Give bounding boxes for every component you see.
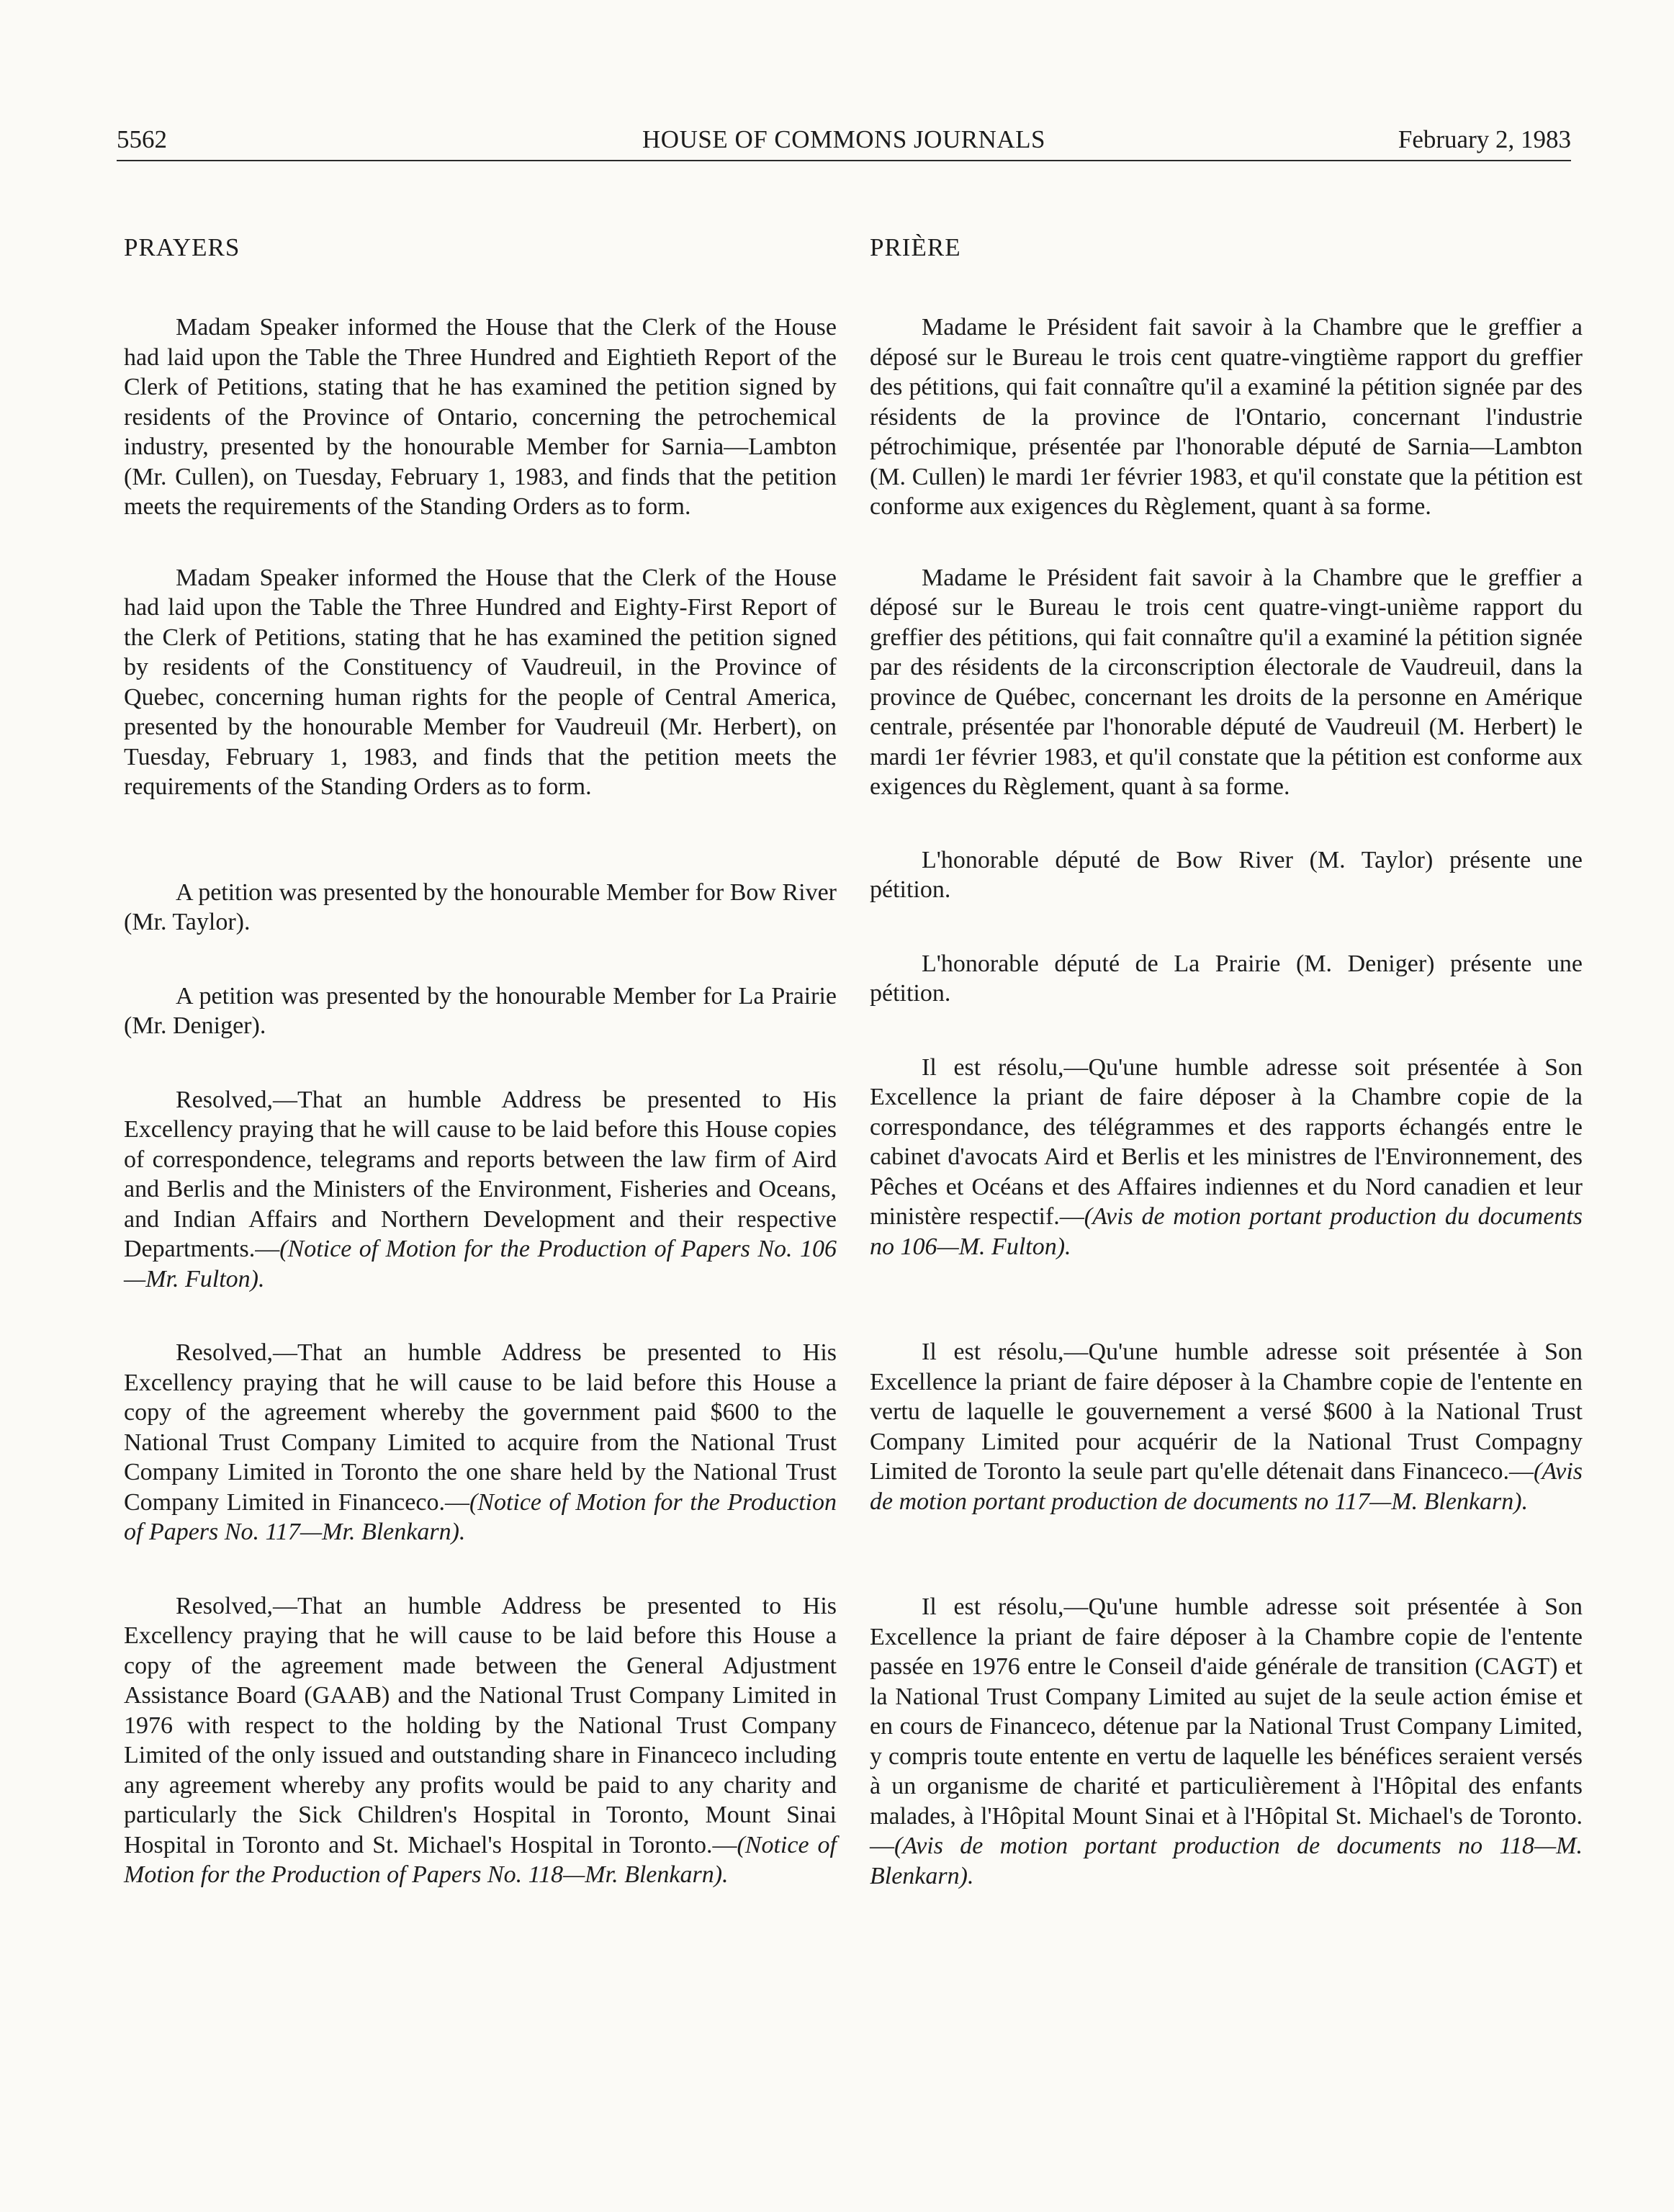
paragraph-motion-117: Resolved,—That an humble Address be presented to His Excellency praying that he will cause to be laid before this House a copy of the agreement whereby the government paid $600 to the National Trust Company Limited to acquire from the National Trust Company Limited in Toronto the one share held by the National Trust Company Limited in Financeco.—(Notice of Motion for the Production of Papers No. 117—Mr. Blenkarn). xyxy=(124,1339,837,1545)
paragraph-petition-la-prairie: A petition was presented by the honourable Member for La Prairie (Mr. Deniger). xyxy=(124,982,837,1039)
journal-date: February 2, 1983 xyxy=(1398,125,1571,153)
paragraph-motion-117-fr: Il est résolu,—Qu'une humble adresse soit présentée à Son Excellence la priant de faire déposer à la Chambre copie de l'entente en vertu de laquelle le gouvernement a versé $600 à la National Trust Company Limited pour acquérir de la National Trust Compagny Limited de Toronto la seule part qu'elle détenait dans Financeco.—(Avis de motion portant production de documents no 117—M. Blenkarn). xyxy=(870,1339,1583,1515)
paragraph-report-381: Madam Speaker informed the House that the Clerk of the House had laid upon the Table the Three Hundred and Eighty-First Report of the Clerk of Petitions, stating that he has examined the petition signed by residents of the Constituency of Vaudreuil, in the Province of Quebec, concerning human rights for the people of Central America, presented by the honourable Member for Vaudreuil (Mr. Herbert), on Tuesday, February 1, 1983, and finds that the petition meets the requirements of the Standing Orders as to form. xyxy=(124,564,837,800)
running-header xyxy=(117,121,1571,158)
motion-reference: (Avis de motion portant production de documents no 117—M. Blenkarn). xyxy=(870,1458,1583,1515)
motion-reference: (Notice of Motion for the Production of Papers No. 117—Mr. Blenkarn). xyxy=(124,1488,837,1545)
paragraph-motion-106-fr: Il est résolu,—Qu'une humble adresse soit présentée à Son Excellence la priant de faire déposer à la Chambre copie de la correspondance, des télégrammes et des rapports échangés entre le cabinet d'avocats Aird et Berlis et les ministres de l'Environnement, des Pêches et Océans et des Affaires indiennes et du Nord canadien et leur ministère respectif.—(Avis de motion portant production du documents no 106—M. Fulton). xyxy=(870,1053,1583,1260)
english-column xyxy=(124,216,837,1890)
paragraph-rapport-380: Madame le Président fait savoir à la Chambre que le greffier a déposé sur le Bureau le trois cent quatre-vingtième rapport du greffier des pétitions, qui fait connaître qu'il a examiné la pétition signée par des résidents de la province de l'Ontario, concernant l'industrie pétrochimique, présentée par l'honorable député de Sarnia—Lambton (M. Cullen) le mardi 1er février 1983, et qu'il constate que la pétition est conforme aux exigences du Règlement, quant à sa forme. xyxy=(870,314,1583,520)
paragraph-rapport-381: Madame le Président fait savoir à la Chambre que le greffier a déposé sur le Bureau le trois cent quatre-vingt-unième rapport du greffier des pétitions, qui fait connaître qu'il a examiné la pétition signée par des résidents de la circonscription électorale de Vaudreuil, dans la province de Québec, concernant les droits de la personne en Amérique centrale, présentée par l'honorable député de Vaudreuil (M. Herbert) le mardi 1er février 1983, et qu'il constate que la pétition est conforme aux exigences du Règlement, quant à sa forme. xyxy=(870,564,1583,800)
paragraph-petition-la-prairie-fr: L'honorable député de La Prairie (M. Deniger) présente une pétition. xyxy=(870,950,1583,1007)
page-number: 5562 xyxy=(117,125,167,153)
motion-reference: (Notice of Motion for the Production of Papers No. 106—Mr. Fulton). xyxy=(124,1236,837,1292)
section-heading-french: PRIÈRE xyxy=(870,233,961,261)
header-rule xyxy=(117,160,1571,161)
motion-reference: (Notice of Motion for the Production of Papers No. 118—Mr. Blenkarn). xyxy=(124,1831,837,1888)
journal-title: HOUSE OF COMMONS JOURNALS xyxy=(642,125,1045,153)
paragraph-report-380: Madam Speaker informed the House that the Clerk of the House had laid upon the Table the Three Hundred and Eightieth Report of the Clerk of Petitions, stating that he has examined the petition signed by residents of the Province of Ontario, concerning the petrochemical industry, presented by the honourable Member for Sarnia—Lambton (Mr. Cullen), on Tuesday, February 1, 1983, and finds that the petition meets the requirements of the Standing Orders as to form. xyxy=(124,314,837,520)
paragraph-motion-106: Resolved,—That an humble Address be presented to His Excellency praying that he will cause to be laid before this House copies of correspondence, telegrams and reports between the law firm of Aird and Berlis and the Ministers of the Environment, Fisheries and Oceans, and Indian Affairs and Northern Development and their respective Departments.—(Notice of Motion for the Production of Papers No. 106—Mr. Fulton). xyxy=(124,1086,837,1292)
paragraph-petition-bow-river: A petition was presented by the honourable Member for Bow River (Mr. Taylor). xyxy=(124,878,837,935)
paragraph-motion-118-fr: Il est résolu,—Qu'une humble adresse soit présentée à Son Excellence la priant de faire déposer à la Chambre copie de l'entente passée en 1976 entre le Conseil d'aide générale de transition (CAGT) et la National Trust Company Limited au sujet de la seule action émise et en cours de Financeco, détenue par la National Trust Company Limited, y compris toute entente en vertu de laquelle les bénéfices seraient versés à un organisme de charité et particulièrement à l'Hôpital des enfants malades, à l'Hôpital Mount Sinai et à l'Hôpital St. Michael's de Toronto.—(Avis de motion portant production de documents no 118—M. Blenkarn). xyxy=(870,1593,1583,1889)
paragraph-petition-bow-river-fr: L'honorable député de Bow River (M. Taylor) présente une pétition. xyxy=(870,846,1583,903)
motion-reference: (Avis de motion portant production de documents no 118—M. Blenkarn). xyxy=(870,1833,1583,1889)
motion-reference: (Avis de motion portant production du documents no 106—M. Fulton). xyxy=(870,1203,1583,1260)
french-column xyxy=(870,216,1583,1891)
paragraph-motion-118: Resolved,—That an humble Address be presented to His Excellency praying that he will cause to be laid before this House a copy of the agreement made between the General Adjustment Assistance Board (GAAB) and the National Trust Company Limited in 1976 with respect to the holding by the National Trust Company Limited of the only issued and outstanding share in Financeco including any agreement whereby any profits would be paid to any charity and particularly the Sick Children's Hospital in Toronto, Mount Sinai Hospital in Toronto and St. Michael's Hospital in Toronto.—(Notice of Motion for the Production of Papers No. 118—Mr. Blenkarn). xyxy=(124,1592,837,1888)
section-heading-english: PRAYERS xyxy=(124,233,240,261)
